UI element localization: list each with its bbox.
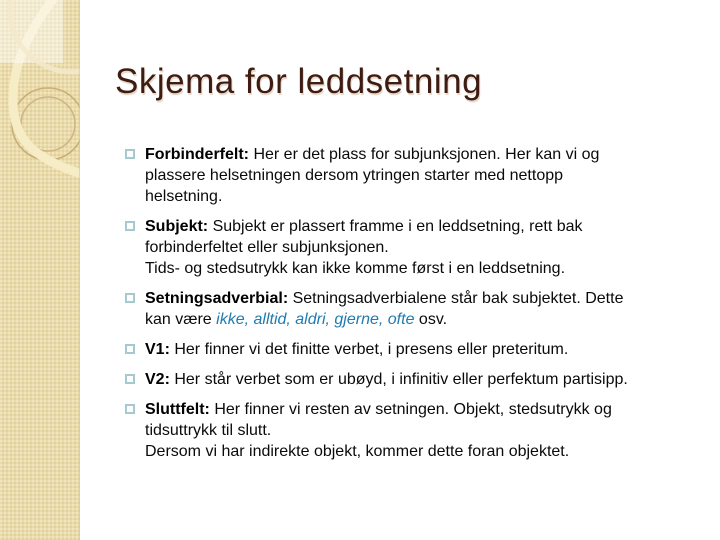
bullet-list xyxy=(125,144,710,471)
bullet-body-text: Setningsadverbialene står bak subjektet. Dette xyxy=(288,290,624,307)
bullet-body-text: Subjekt er plassert framme i en leddsetning, rett bak xyxy=(208,218,583,235)
bullet-square-icon xyxy=(125,149,135,159)
bullet-body-text: Dersom vi har indirekte objekt, kommer dette foran objektet. xyxy=(145,443,570,460)
bullet-item xyxy=(125,339,710,360)
bullet-lead-label: Subjekt: xyxy=(145,218,209,235)
bullet-body-text: forbinderfeltet eller subjunksjonen. xyxy=(145,239,389,256)
bullet-lead-label: Forbinderfelt: xyxy=(145,146,249,163)
bullet-item xyxy=(125,399,710,462)
bullet-body-text: Tids- og stedsutrykk kan ikke komme først i en leddsetning. xyxy=(145,260,566,277)
bullet-body-text: Her står verbet som er ubøyd, i infinitiv eller perfektum partisipp. xyxy=(169,371,628,388)
bullet-body-text: osv. xyxy=(414,311,448,328)
bullet-body-text: kan være xyxy=(145,311,217,328)
bullet-square-icon xyxy=(125,293,135,303)
bullet-body-text: tidsuttrykk til slutt. xyxy=(145,422,272,439)
bullet-text xyxy=(145,339,710,360)
bullet-text xyxy=(145,399,710,462)
bullet-text xyxy=(145,144,710,207)
bullet-item xyxy=(125,216,710,279)
bullet-lead-label: V1: xyxy=(145,341,170,358)
bullet-body-text: plassere helsetningen dersom ytringen starter med nettopp xyxy=(145,167,564,184)
bullet-square-icon xyxy=(125,404,135,414)
bullet-square-icon xyxy=(125,374,135,384)
bullet-text xyxy=(145,216,710,279)
bullet-lead-label: Setningsadverbial: xyxy=(145,290,289,307)
bullet-lead-label: Sluttfelt: xyxy=(145,401,210,418)
bullet-body-text: helsetning. xyxy=(145,188,223,205)
left-decoration-band xyxy=(0,0,80,540)
emphasized-words: ikke, alltid, aldri, gjerne, ofte xyxy=(216,311,415,328)
bullet-item xyxy=(125,369,710,390)
bullet-text xyxy=(145,288,710,330)
bullet-square-icon xyxy=(125,221,135,231)
bullet-item xyxy=(125,144,710,207)
bullet-lead-label: V2: xyxy=(145,371,170,388)
slide-title: Skjema for leddsetning xyxy=(115,62,483,101)
bullet-item xyxy=(125,288,710,330)
bullet-text xyxy=(145,369,710,390)
bullet-square-icon xyxy=(125,344,135,354)
band-edge xyxy=(79,0,80,540)
bullet-body-text: Her finner vi resten av setningen. Objekt, stedsutrykk og xyxy=(209,401,612,418)
bullet-body-text: Her er det plass for subjunksjonen. Her kan vi og xyxy=(249,146,600,163)
bullet-body-text: Her finner vi det finitte verbet, i presens eller preteritum. xyxy=(169,341,569,358)
